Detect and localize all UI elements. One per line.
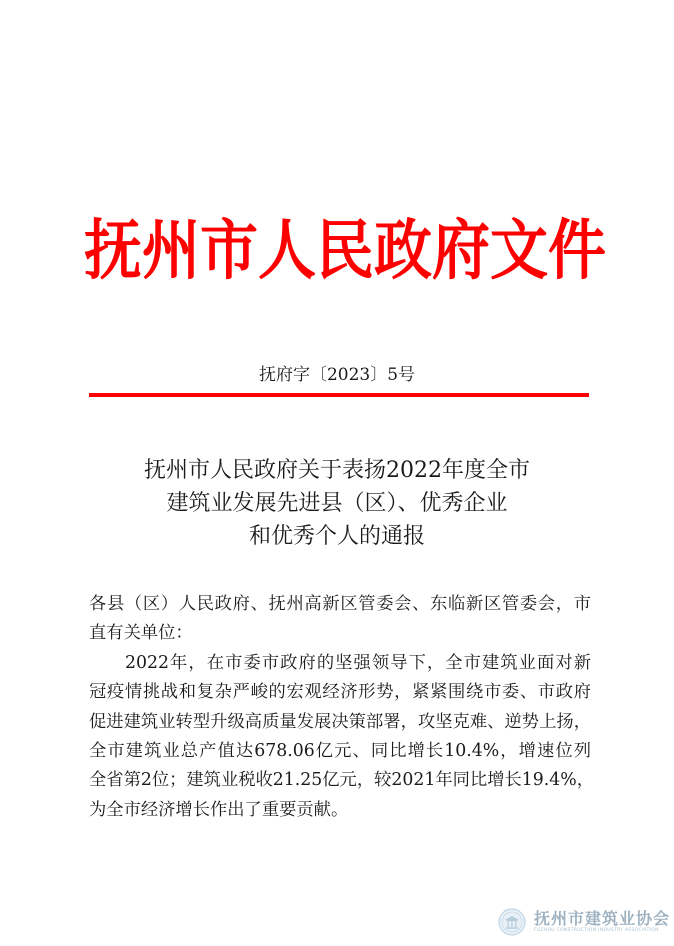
paragraph-line: 2022年，在市委市政府的坚强领导下，全市建筑业面对新 [125,652,591,673]
document-title [0,454,674,553]
paragraph-line: 全市建筑业总产值达678.06亿元、同比增长10.4%，增速位列 [89,741,591,762]
watermark-text [534,910,670,934]
title-line: 建筑业发展先进县（区）、优秀企业 [166,491,508,516]
association-logo-icon [498,908,526,936]
document-body [89,590,594,825]
issuer-title: 抚州市人民政府文件 [84,211,607,289]
salutation-line: 各县（区）人民政府、抚州高新区管委会、东临新区管委会，市 [89,594,591,614]
salutation-line: 直有关单位： [89,623,193,644]
title-line: 和优秀个人的通报 [248,524,425,549]
paragraph-line: 促进建筑业转型升级高质量发展决策部署，攻坚克难、逆势上扬， [89,711,591,732]
association-watermark [498,906,670,938]
paragraph-line: 全省第2位；建筑业税收21.25亿元，较2021年同比增长19.4%， [89,770,594,791]
paragraph-line: 为全市经济增长作出了重要贡献。 [89,799,349,820]
paragraph-line: 冠疫情挑战和复杂严峻的宏观经济形势，紧紧围绕市委、市政府 [89,682,591,703]
title-line: 抚州市人民政府关于表扬2022年度全市 [144,458,530,483]
watermark-name-en: FUZHOU CONSTRUCTION INDUSTRY ASSOCIATION [534,928,659,933]
watermark-name-cn: 抚州市建筑业协会 [534,909,671,928]
document-number: 抚府字〔2023〕5号 [258,365,416,385]
red-divider [89,393,589,397]
